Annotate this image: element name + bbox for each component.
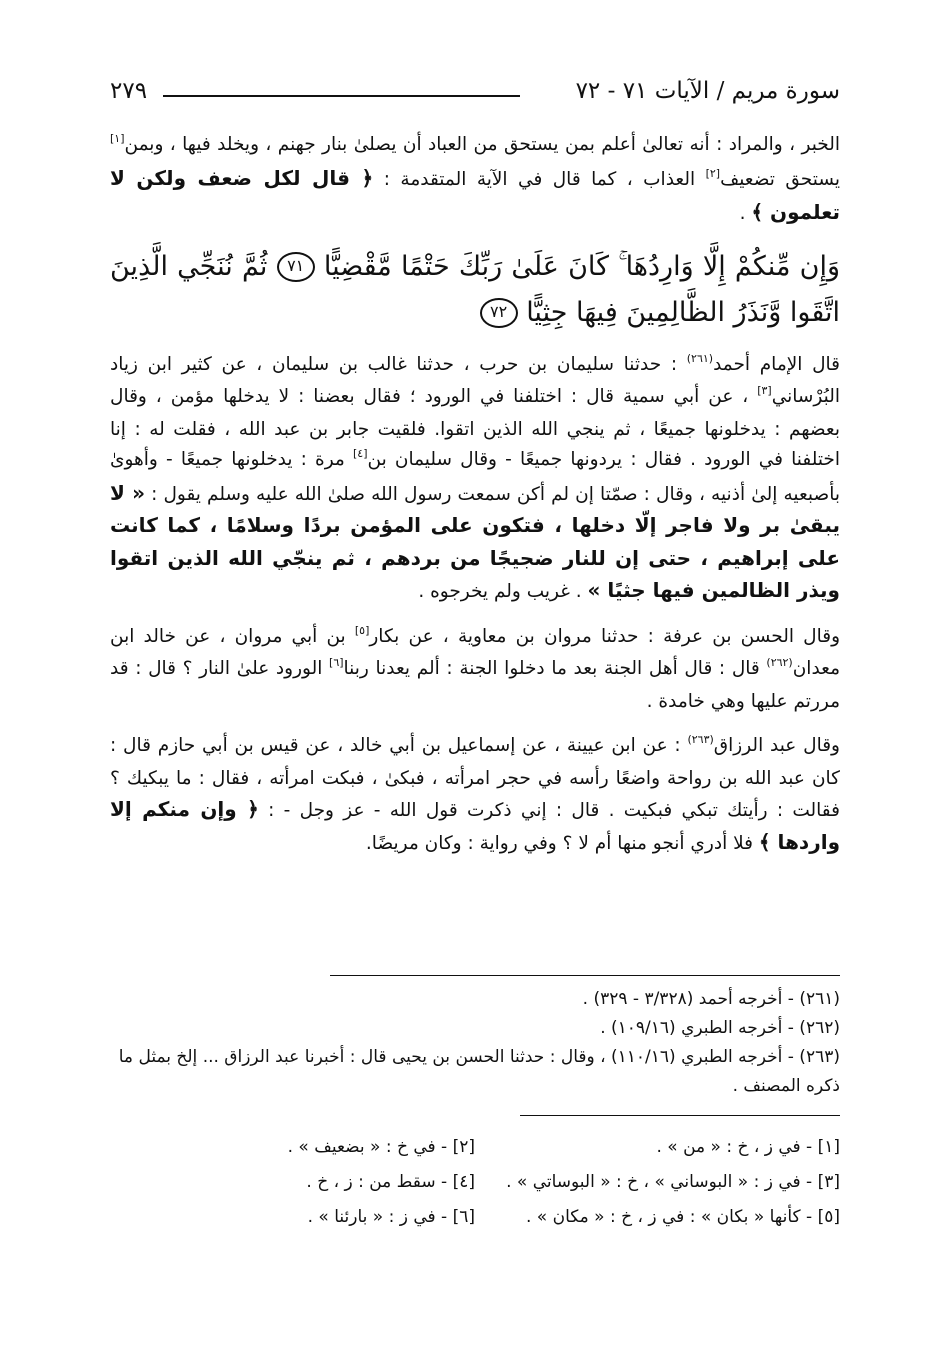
para3-text-3: قال : قال أهل الجنة بعد ما دخلوا الجنة : ألم يعدنا ربنا <box>343 658 767 679</box>
variants-rule <box>520 1115 840 1116</box>
ayah-number-71: ٧١ <box>277 252 315 282</box>
intro-text-3: العذاب ، كما قال في الآية المتقدمة : <box>373 168 706 190</box>
footnote-262: (٢٦٢) - أخرجه الطبري (١٠٩/١٦) . <box>600 1018 840 1038</box>
reference-marker-261: (٢٦١) <box>686 351 714 365</box>
verse-text-71: وَإِن مِّنكُمْ إِلَّا وَارِدُهَا ۚ كَانَ عَلَىٰ رَبِّكَ حَتْمًا مَّقْضِيًّا <box>323 250 840 282</box>
footnote-marker-2: [٢] <box>705 166 721 180</box>
variant-note-6: [٦] - في ز : « بارئنا » . <box>307 1207 475 1227</box>
page-number: ٢٧٩ <box>110 78 148 104</box>
para2-text-2: : حدثنا سليمان بن حرب ، حدثنا غالب بن سليمان ، عن كثير ابن زياد البُرْساني <box>110 353 840 407</box>
running-header-title: سورة مريم / الآيات ٧١ - ٧٢ <box>575 78 840 104</box>
reference-marker-263: (٢٦٣) <box>687 733 714 746</box>
para3-text-2: بن أبي مروان ، عن خالد ابن معدان <box>110 625 840 679</box>
para2-text-3: ، عن أبي سمية قال : اختلفنا في الورود ؛ فقال بعضنا : لا يدخلها مؤمن ، وقال بعضهم : يدخلونها جميعًا ، ثم ينجي الله الذين اتقوا. فلقيت جابر بن عبد الله ، فقلت له : إنا اختلفنا في الورود . فقال : يردونها جميعًا - وقال سليمان بن <box>110 386 840 470</box>
ayah-number-72: ٧٢ <box>480 298 518 328</box>
intro-quran-quote: ﴿ قال لكل ضعف ولكن لا تعلمون ﴾ <box>110 165 840 224</box>
variant-note-5: [٥] - كأنها « بكان » : في ز ، خ : « مكان » . <box>526 1207 840 1227</box>
footnote-marker-5: [٥] <box>354 623 370 637</box>
footnote-263: (٢٦٣) - أخرجه الطبري (١١٠/١٦) ، وقال : حدثنا الحسن بن يحيى قال : أخبرنا عبد الرزاق ... إلخ بمثل ما ذكره المصنف . <box>118 1047 840 1096</box>
para4-text-2: : عن ابن عيينة ، عن إسماعيل بن أبي خالد ، عن قيس بن أبي حازم قال : كان عبد الله بن رواحة واضعًا رأسه في حجر امرأته ، فبكىٰ ، فبكت امرأته ، فقال : ما يبكيك ؟ فقالت : رأيتك تبكي فبكيت . قال : إني ذكرت قول الله - عز وجل - : <box>110 735 840 821</box>
para2-text-5: . غريب ولم يخرجوه . <box>418 581 588 602</box>
variant-row <box>110 1200 840 1235</box>
footnote-261: (٢٦١) - أخرجه أحمد (٣/٣٢٨ - ٣٢٩) . <box>582 989 840 1009</box>
manuscript-variants <box>110 1130 840 1235</box>
quran-verse-block <box>110 244 840 336</box>
para3-text-1: وقال الحسن بن عرفة : حدثنا مروان بن معاوية ، عن بكار <box>369 625 841 647</box>
variant-row <box>110 1165 840 1200</box>
variant-note-2: [٢] - في خ : « بضعيف » . <box>287 1137 475 1157</box>
para4-text-3: فلا أدري أنجو منها أم لا ؟ وفي رواية : وكان مريضًا. <box>365 832 759 854</box>
footnote-marker-4: [٤] <box>352 447 368 460</box>
header-rule <box>163 95 520 97</box>
para2-text-4: مرة : يدخلونها جميعًا - وأهوىٰ بأصبعيه إلىٰ أذنيه ، وقال : صمّتا إن لم أكن سمعت رسول الله صلىٰ الله عليه وسلم يقول : <box>110 449 840 505</box>
variant-note-4: [٤] - سقط من : ز ، خ . <box>306 1172 475 1192</box>
intro-text-1: الخبر ، والمراد : أنه تعالىٰ أعلم بمن يستحق من العباد أن يصلىٰ بنار جهنم ، ويخلد فيها ، وبمن <box>124 134 840 155</box>
narration-paragraph-abdrazzaq <box>110 731 840 859</box>
footnote-marker-6: [٦] <box>329 656 344 669</box>
para4-quran-quote: ﴿ وإن منكم إلا واردها ﴾ <box>110 797 840 854</box>
variant-note-1: [١] - في ز ، خ : « من » . <box>656 1137 840 1157</box>
footnote-marker-3: [٣] <box>757 384 772 397</box>
intro-text-2: يستحق تضعيف <box>720 168 840 190</box>
reference-marker-262: (٢٦٢) <box>766 656 793 669</box>
variant-row <box>110 1130 840 1165</box>
footnote-marker-1: [١] <box>110 132 125 145</box>
variant-note-3: [٣] - في ز : « البوساني » ، خ : « البوساتي » . <box>506 1172 840 1192</box>
intro-text-4: . <box>739 203 752 224</box>
narration-paragraph-hasan <box>110 622 840 718</box>
para3-text-4: الورود علىٰ النار ؟ قال : قد مررتم عليها وهي خامدة . <box>110 658 840 712</box>
verse-text-72: ثُمَّ نُنَجِّي الَّذِينَ اتَّقَوا وَّنَذَرُ الظَّالِمِينَ فِيهَا جِثِيًّا <box>110 250 840 328</box>
reference-footnotes <box>110 985 840 1101</box>
para4-text-1: وقال عبد الرزاق <box>713 735 840 756</box>
para2-text-1: قال الإمام أحمد <box>713 353 841 375</box>
footnotes-rule <box>330 975 840 976</box>
hadith-quote: « لا يبقىٰ بر ولا فاجر إلّا دخلها ، فتكون على المؤمن بردًا وسلامًا ، كما كانت على إبراهيم ، حتى إن للنار ضجيجًا من بردهم ، ثم ينجّي الله الذين اتقوا ويذر الظالمين فيها جثيًا » <box>110 480 840 602</box>
hadith-paragraph-ahmad <box>110 350 840 608</box>
intro-paragraph <box>110 130 840 230</box>
main-text <box>110 130 840 859</box>
